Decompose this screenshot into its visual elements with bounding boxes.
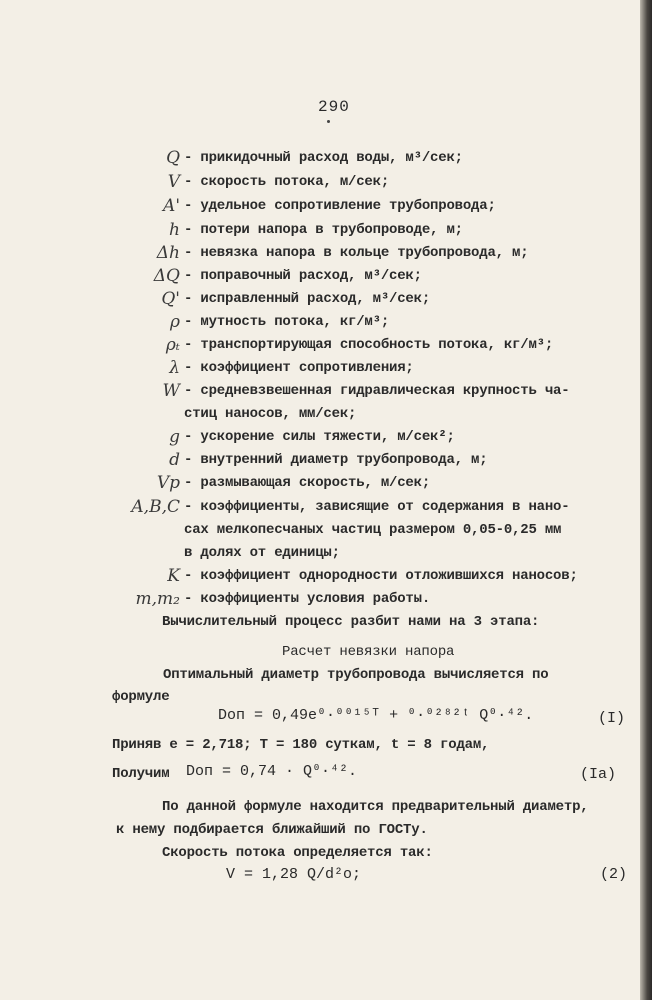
symbol: ΔQ	[153, 266, 180, 286]
symbol: ρ	[170, 312, 180, 332]
paragraph: По данной формуле находится предварительный диаметр,	[162, 799, 589, 815]
page-edge-shadow	[640, 0, 652, 1000]
result-label: Получим	[112, 766, 170, 782]
definition: - ускорение силы тяжести, м/сек²;	[184, 429, 455, 445]
definition: - мутность потока, кг/м³;	[184, 314, 390, 330]
definition: - коэффициент однородности отложившихся наносов;	[184, 568, 578, 584]
symbol: d	[169, 450, 180, 470]
definition: - размывающая скорость, м/сек;	[184, 475, 431, 491]
paragraph: к нему подбирается ближайший по ГОСТу.	[116, 822, 428, 838]
symbol: W	[162, 381, 180, 401]
definition: - средневзвешенная гидравлическая крупность ча-	[184, 383, 570, 399]
symbol: ρₜ	[165, 335, 180, 355]
section-heading: Расчет невязки напора	[282, 644, 455, 660]
continuation-line: в долях от единицы;	[184, 545, 340, 561]
page-dot	[327, 120, 330, 123]
continuation-line: стиц наносов, мм/сек;	[184, 406, 357, 422]
definition: - поправочный расход, м³/сек;	[184, 268, 422, 284]
equation-number: (I)	[598, 710, 626, 727]
definition: - коэффициенты, зависящие от содержания в нано-	[184, 499, 570, 515]
paragraph: Скорость потока определяется так:	[162, 845, 433, 861]
page-number: 290	[318, 98, 350, 116]
equation-number: (Iа)	[580, 766, 617, 783]
symbol: Δh	[156, 243, 180, 263]
symbol: g	[169, 427, 180, 447]
symbol: A'	[163, 196, 180, 216]
paragraph: формуле	[112, 689, 170, 705]
equation-number: (2)	[600, 866, 628, 883]
paragraph: Оптимальный диаметр трубопровода вычисляется по	[163, 667, 549, 683]
paragraph: Вычислительный процесс разбит нами на 3 этапа:	[162, 614, 540, 630]
formula-3: V = 1,28 Q/d²о;	[226, 866, 362, 883]
symbol: Q	[166, 148, 180, 168]
definition: - потери напора в трубопроводе, м;	[184, 222, 463, 238]
definition: - внутренний диаметр трубопровода, м;	[184, 452, 488, 468]
symbol: K	[167, 566, 180, 586]
continuation-line: сах мелкопесчаных частиц размером 0,05-0,25 мм	[184, 522, 562, 538]
symbol: V	[167, 172, 180, 192]
symbol: Q'	[161, 289, 180, 309]
symbol: h	[169, 220, 180, 240]
definition: - скорость потока, м/сек;	[184, 174, 390, 190]
definition: - прикидочный расход воды, м³/сек;	[184, 150, 463, 166]
assumption-line: Приняв e = 2,718; T = 180 суткам, t = 8 годам,	[112, 737, 490, 753]
definition: - коэффициенты условия работы.	[184, 591, 431, 607]
symbol: m,m₂	[135, 589, 180, 609]
formula-2: Dоп = 0,74 · Q⁰·⁴².	[186, 763, 358, 780]
definition: - удельное сопротивление трубопровода;	[184, 198, 496, 214]
formula-1: Dоп = 0,49e⁰·⁰⁰¹⁵ᵀ + ⁰·⁰²⁸²ᵗ Q⁰·⁴².	[218, 707, 534, 724]
definition: - исправленный расход, м³/сек;	[184, 291, 431, 307]
symbol: λ	[169, 358, 180, 378]
definition: - невязка напора в кольце трубопровода, м;	[184, 245, 529, 261]
definition: - транспортирующая способность потока, кг/м³;	[184, 337, 554, 353]
symbol: A,B,C	[131, 497, 180, 517]
symbol: Vр	[156, 473, 180, 493]
definition: - коэффициент сопротивления;	[184, 360, 414, 376]
